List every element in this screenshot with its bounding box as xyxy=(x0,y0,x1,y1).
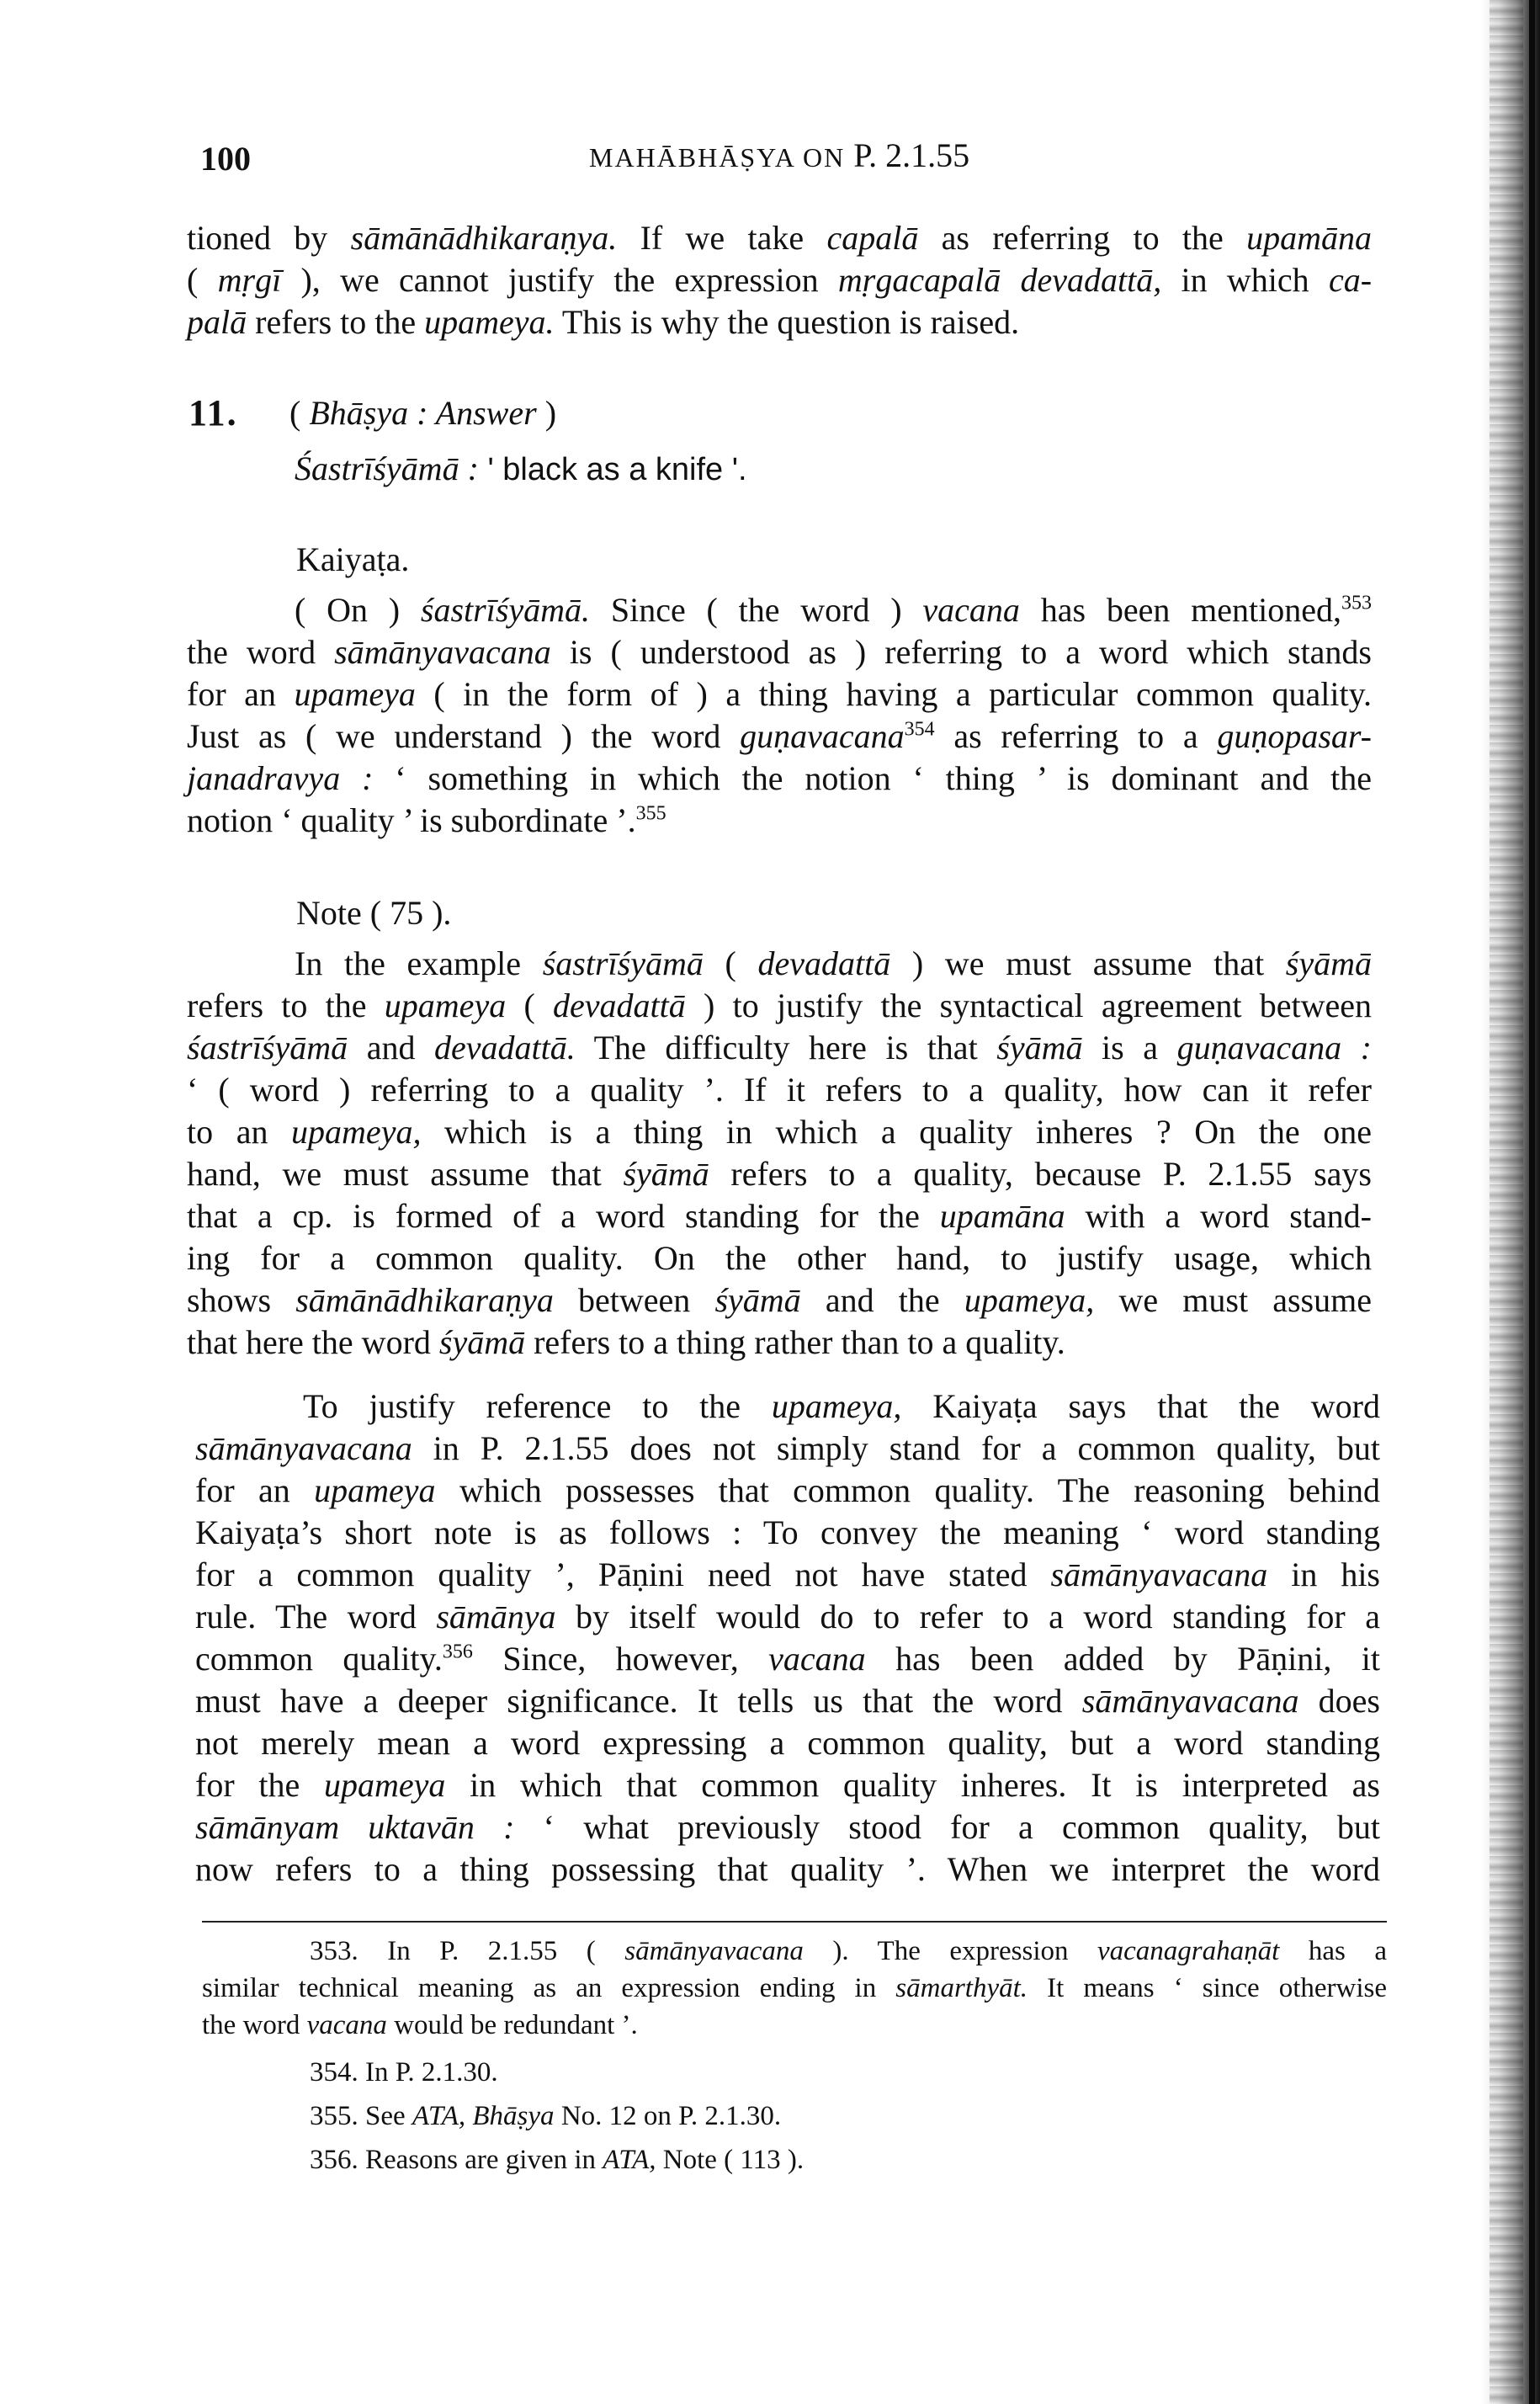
running-header-title: MAHĀBHĀṢYA ON xyxy=(589,142,846,173)
footnote-ref-354: 354 xyxy=(904,718,935,741)
kaiyata-line-6: notion ‘ quality ’ is subordinate ’.$^{355}$ xyxy=(187,801,666,839)
intro-line-1: tioned by sāmānādhikaraṇya. If we take capalā as referring to the upamāna xyxy=(187,219,1373,257)
footnote-355: 355. See ATA, Bhāṣya No. 12 on P. 2.1.30. xyxy=(310,2101,782,2131)
page-number: 100 xyxy=(200,140,251,178)
note-line-8: ing for a common quality. On the other hand, to justify usage, which xyxy=(187,1239,1372,1277)
kaiyata-line-3: for an upameya ( in the form of ) a thing having a particular common quality. xyxy=(187,675,1372,713)
section-number: 11. xyxy=(189,392,238,433)
note-line-4: ‘ ( word ) referring to a quality ’. If it refers to a quality, how can it refer xyxy=(187,1071,1372,1109)
kaiyata-line-5: janadravya : ‘ something in which the notion ‘ thing ’ is dominant and the xyxy=(187,759,1372,797)
footnote-ref-356: 356 xyxy=(442,1641,473,1663)
kaiyata-line-4: Just as ( we understand ) the word guṇavacana$^{354}$ as referring to a guṇopasar- xyxy=(187,717,1372,755)
footnote-353-line-3: the word vacana would be redundant ’. xyxy=(202,2010,638,2040)
kaiyata-heading: Kaiyaṭa. xyxy=(296,540,410,578)
bhasya-heading: ( Bhāṣya : Answer ) xyxy=(289,394,557,432)
intro-line-2: ( mṛgī ), we cannot justify the expression mṛgacapalā devadattā, in which ca- xyxy=(187,261,1373,299)
para2-line-10: for the upameya in which that common quality inheres. It is interpreted as xyxy=(195,1766,1381,1804)
para2-line-1: To justify reference to the upameya, Kaiyaṭa says that the word xyxy=(303,1387,1380,1425)
para2-line-5: for a common quality ’, Pāṇini need not have stated sāmānyavacana in his xyxy=(195,1556,1381,1593)
para2-line-2: sāmānyavacana in P. 2.1.55 does not simply stand for a common quality, but xyxy=(195,1429,1380,1467)
sutra-line: Śastrīśyāmā : ' black as a knife '. xyxy=(295,449,747,487)
para2-line-3: for an upameya which possesses that common quality. The reasoning behind xyxy=(195,1471,1380,1509)
note-line-10: that here the word śyāmā refers to a thing rather than to a quality. xyxy=(187,1323,1065,1361)
note-line-9: shows sāmānādhikaraṇya between śyāmā and the upameya, we must assume xyxy=(187,1281,1372,1319)
footnote-356: 356. Reasons are given in ATA, Note ( 113 ). xyxy=(310,2145,805,2175)
footnote-354: 354. In P. 2.1.30. xyxy=(310,2057,498,2088)
note-line-1: In the example śastrīśyāmā ( devadattā ) we must assume that śyāmā xyxy=(295,944,1372,982)
para2-line-4: Kaiyaṭa’s short note is as follows : To convey the meaning ‘ word standing xyxy=(195,1513,1380,1551)
intro-line-3: palā refers to the upameya. This is why the question is raised. xyxy=(187,303,1020,341)
kaiyata-line-2: the word sāmānyavacana is ( understood as ) referring to a word which stands xyxy=(187,633,1373,671)
note-line-7: that a cp. is formed of a word standing for the upamāna with a word stand- xyxy=(187,1197,1373,1235)
note-line-5: to an upameya, which is a thing in which a quality inheres ? On the one xyxy=(187,1113,1372,1151)
note-line-6: hand, we must assume that śyāmā refers to a quality, because P. 2.1.55 says xyxy=(187,1155,1372,1193)
footnote-divider xyxy=(202,1921,1387,1923)
page-edge-shadow xyxy=(1481,0,1540,2404)
footnote-353-line-2: similar technical meaning as an expression ending in sāmarthyāt. It means ‘ since otherwise xyxy=(202,1973,1387,2003)
kaiyata-line-1: ( On ) śastrīśyāmā. Since ( the word ) vacana has been mentioned,$^{353}$ xyxy=(295,591,1372,629)
note-heading: Note ( 75 ). xyxy=(296,894,452,932)
note-line-2: refers to the upameya ( devadattā ) to justify the syntactical agreement between xyxy=(187,987,1372,1024)
para2-line-9: not merely mean a word expressing a common quality, but a word standing xyxy=(195,1724,1380,1762)
running-header-rule: P. 2.1.55 xyxy=(853,136,970,174)
footnote-ref-353: 353 xyxy=(1341,592,1372,614)
running-header xyxy=(589,135,969,178)
footnote-ref-355: 355 xyxy=(635,802,666,825)
footnote-353-line-1: 353. In P. 2.1.55 ( sāmānyavacana ). The expression vacanagrahaṇāt has a xyxy=(310,1936,1387,1966)
para2-line-11: sāmānyam uktavān : ‘ what previously stood for a common quality, but xyxy=(195,1808,1380,1846)
para2-line-8: must have a deeper significance. It tells us that the word sāmānyavacana does xyxy=(195,1682,1381,1720)
para2-line-12: now refers to a thing possessing that quality ’. When we interpret the word xyxy=(195,1850,1380,1888)
note-line-3: śastrīśyāmā and devadattā. The difficulty here is that śyāmā is a guṇavacana : xyxy=(187,1029,1373,1066)
para2-line-7: common quality.$^{356}$ Since, however, vacana has been added by Pāṇini, it xyxy=(195,1640,1380,1678)
para2-line-6: rule. The word sāmānya by itself would do to refer to a word standing for a xyxy=(195,1598,1380,1635)
